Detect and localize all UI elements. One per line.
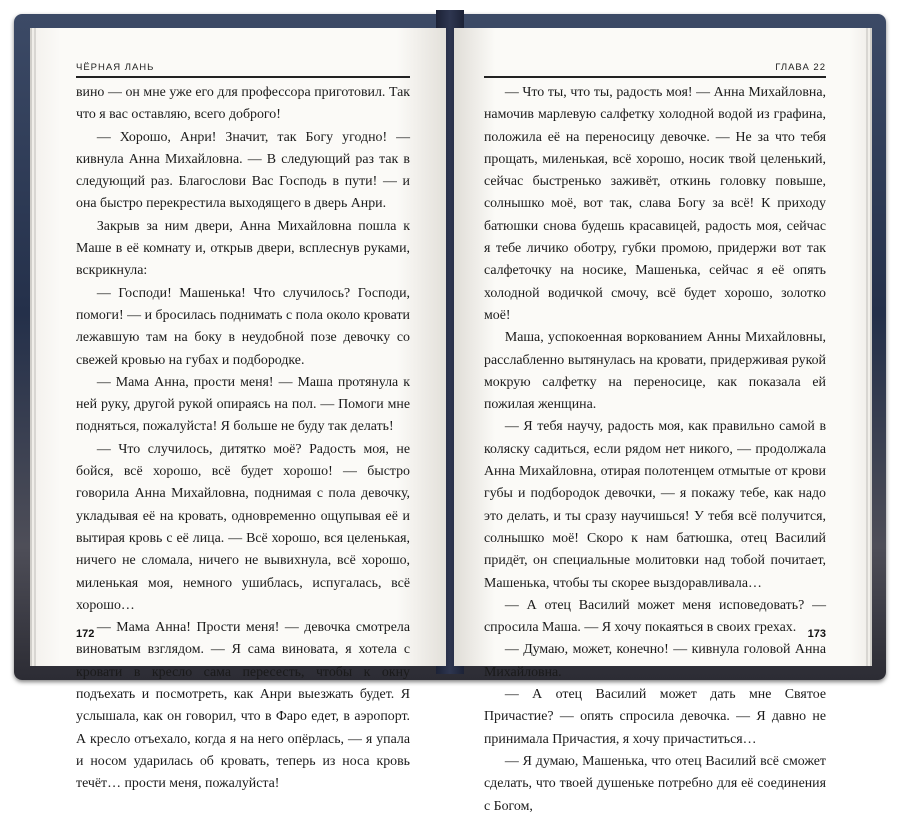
paragraph: — Господи! Машенька! Что случилось? Господи, помоги! — и бросилась поднимать с пола около кровати лежавшую там на боку в неудобной позе девочку со свежей кровью на губах и подбородке. [76, 285, 410, 368]
paragraph: Маша, успокоенная воркованием Анны Михайловны, расслабленно вытянулась на кровати, придерживая рукой мокрую салфетку на переносице, как показала ей пожилая женщина. [484, 330, 826, 413]
page-number-right: 173 [807, 628, 826, 640]
paragraph: — Хорошо, Анри! Значит, так Богу угодно! — кивнула Анна Михайловна. — В следующий раз так в следующий раз. Благослови Вас Господь в пути! — и она быстро перекрестила выходящего в дверь Анри. [76, 129, 410, 212]
paragraph: Закрыв за ним двери, Анна Михайловна пошла к Маше в её комнату и, открыв двери, всплеснув руками, вскрикнула: [76, 218, 410, 279]
paragraph: — Что ты, что ты, радость моя! — Анна Михайловна, намочив марлевую салфетку холодной водой из графина, положила её на переносицу девочке. — Не за что тебя прощать, миленькая, всё хорошо, носик твой целенький, сейчас быстренько заживёт, откинь головку повыше, солнышко моё, вот так, слава Богу за всё! К приходу батюшки снова будешь красавицей, радость моя, сейчас я тебе личико оботру, губки промою, придержи вот так салфеточку на носике, Машенька, сейчас я её опять холодной водичкой смочу, всё будет хорошо, золотко моё! [484, 85, 826, 323]
paragraph: — Я тебя научу, радость моя, как правильно самой в коляску садиться, если рядом нет никого, — продолжала Анна Михайловна, отирая полотенцем отмытые от крови губы и подбородок девочки, — я покажу тебе, как надо это делать, и ты сразу научишься! У тебя всё получится, солнышко моё! Скоро к нам батюшка, отец Василий придёт, он специальные молитовки над тобой почитает, Машенька, чтобы ты скорее выздоравливала… [484, 419, 826, 591]
paragraph: — Мама Анна, прости меня! — Маша протянула к ней руку, другой рукой опираясь на пол. — Помоги мне подняться, пожалуйста! Я больше не буду так делать! [76, 374, 410, 435]
paragraph: — Думаю, может, конечно! — кивнула головой Анна Михайловна. [484, 642, 826, 680]
left-page-text [76, 82, 410, 796]
paragraph: вино — он мне уже его для профессора приготовил. Так что я вас оставляю, всего доброго! [76, 85, 410, 123]
left-page [36, 28, 446, 792]
paragraph: — Я думаю, Машенька, что отец Василий всё сможет сделать, что твоей душеньке потребно для её соединения с Богом, [484, 753, 826, 814]
header-rule-right [484, 76, 826, 78]
paragraph: — Что случилось, дитятко моё? Радость моя, не бойся, всё хорошо, всё будет хорошо! — быстро говорила Анна Михайловна, поднимая с пола девочку, укладывая её на кровать, одновременно ощупывая её и вытирая кровь с её лица. — Всё хорошо, вся целенькая, ничего не сломала, ничего не вывихнула, всё хорошо, миленькая моя, немного ушиблась, испугалась, всё хорошо… [76, 441, 410, 613]
right-page-text [484, 82, 826, 818]
header-rule-left [76, 76, 410, 78]
running-head-left: ЧЁРНАЯ ЛАНЬ [76, 62, 155, 73]
running-head-right: ГЛАВА 22 [775, 62, 826, 73]
paragraph: — А отец Василий может меня исповедовать? — спросила Маша. — Я хочу покаяться в своих грехах. [484, 597, 826, 636]
paragraph: — Мама Анна! Прости меня! — девочка смотрела виноватым взглядом. — Я сама виновата, я хотела с кровати в кресло сама пересесть, чтобы к окну подъехать и посмотреть, как Анри выезжать будет. Я услышала, как он говорил, что в Фаро едет, в аэропорт. А кресло отъехало, когда я на него опёрлась, — я упала и носом ударилась об кровать, теперь из носа кровь течёт… прости меня, пожалуйста! [76, 620, 410, 792]
right-page [454, 28, 866, 814]
paragraph: — А отец Василий может дать мне Святое Причастие? — опять спросила девочка. — Я давно не принимала Причастия, я хочу причаститься… [484, 687, 826, 747]
page-number-left: 172 [76, 628, 95, 640]
